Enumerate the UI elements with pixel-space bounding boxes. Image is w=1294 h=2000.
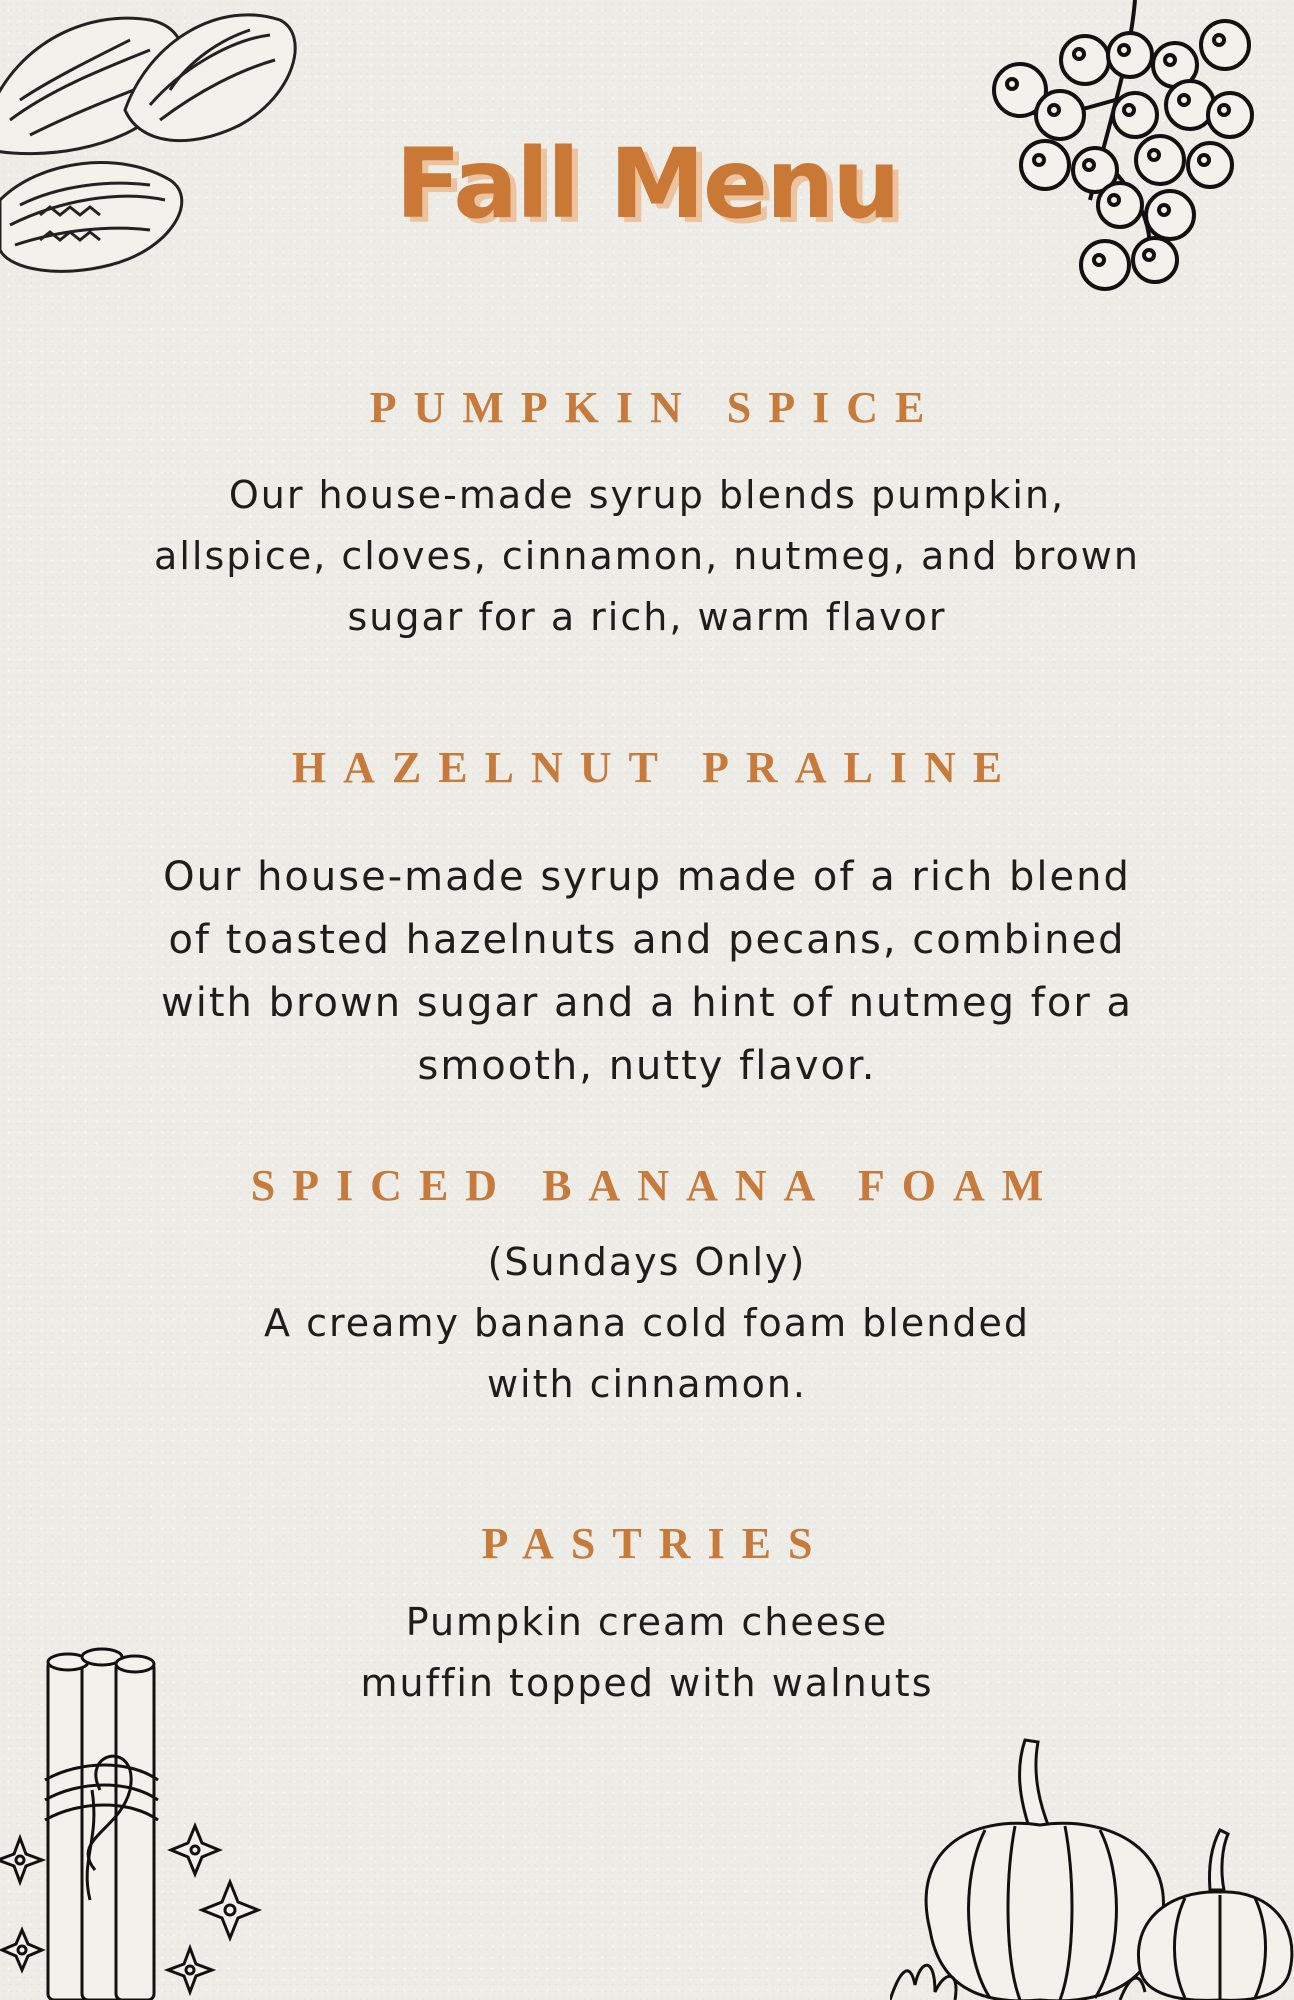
section-description-hazelnut-praline bbox=[0, 846, 1294, 1098]
section-heading-pumpkin-spice: PUMPKIN SPICE bbox=[369, 383, 942, 432]
section-description-spiced-banana-foam bbox=[0, 1232, 1294, 1415]
menu-title: Fall Menu bbox=[395, 128, 899, 240]
description-line: sugar for a rich, warm flavor bbox=[347, 595, 947, 639]
description-line: muffin topped with walnuts bbox=[360, 1661, 934, 1705]
description-line: of toasted hazelnuts and pecans, combined bbox=[168, 917, 1126, 963]
description-line: with brown sugar and a hint of nutmeg for a bbox=[160, 980, 1133, 1026]
section-description-pastries bbox=[0, 1592, 1294, 1714]
description-line: (Sundays Only) bbox=[487, 1240, 807, 1284]
pumpkins-illustration bbox=[890, 1730, 1294, 2000]
description-line: with cinnamon. bbox=[486, 1362, 808, 1406]
description-line: A creamy banana cold foam blended bbox=[264, 1301, 1030, 1345]
description-line: Pumpkin cream cheese bbox=[405, 1600, 889, 1644]
description-line: smooth, nutty flavor. bbox=[417, 1043, 877, 1089]
description-line: Our house-made syrup made of a rich blend bbox=[163, 854, 1131, 900]
section-heading-pastries: PASTRIES bbox=[481, 1519, 830, 1568]
section-description-pumpkin-spice bbox=[0, 465, 1294, 648]
description-line: Our house-made syrup blends pumpkin, bbox=[228, 473, 1066, 517]
section-heading-hazelnut-praline: HAZELNUT PRALINE bbox=[291, 743, 1020, 792]
description-line: allspice, cloves, cinnamon, nutmeg, and brown bbox=[154, 534, 1140, 578]
section-heading-spiced-banana-foam: SPICED BANANA FOAM bbox=[250, 1161, 1061, 1210]
